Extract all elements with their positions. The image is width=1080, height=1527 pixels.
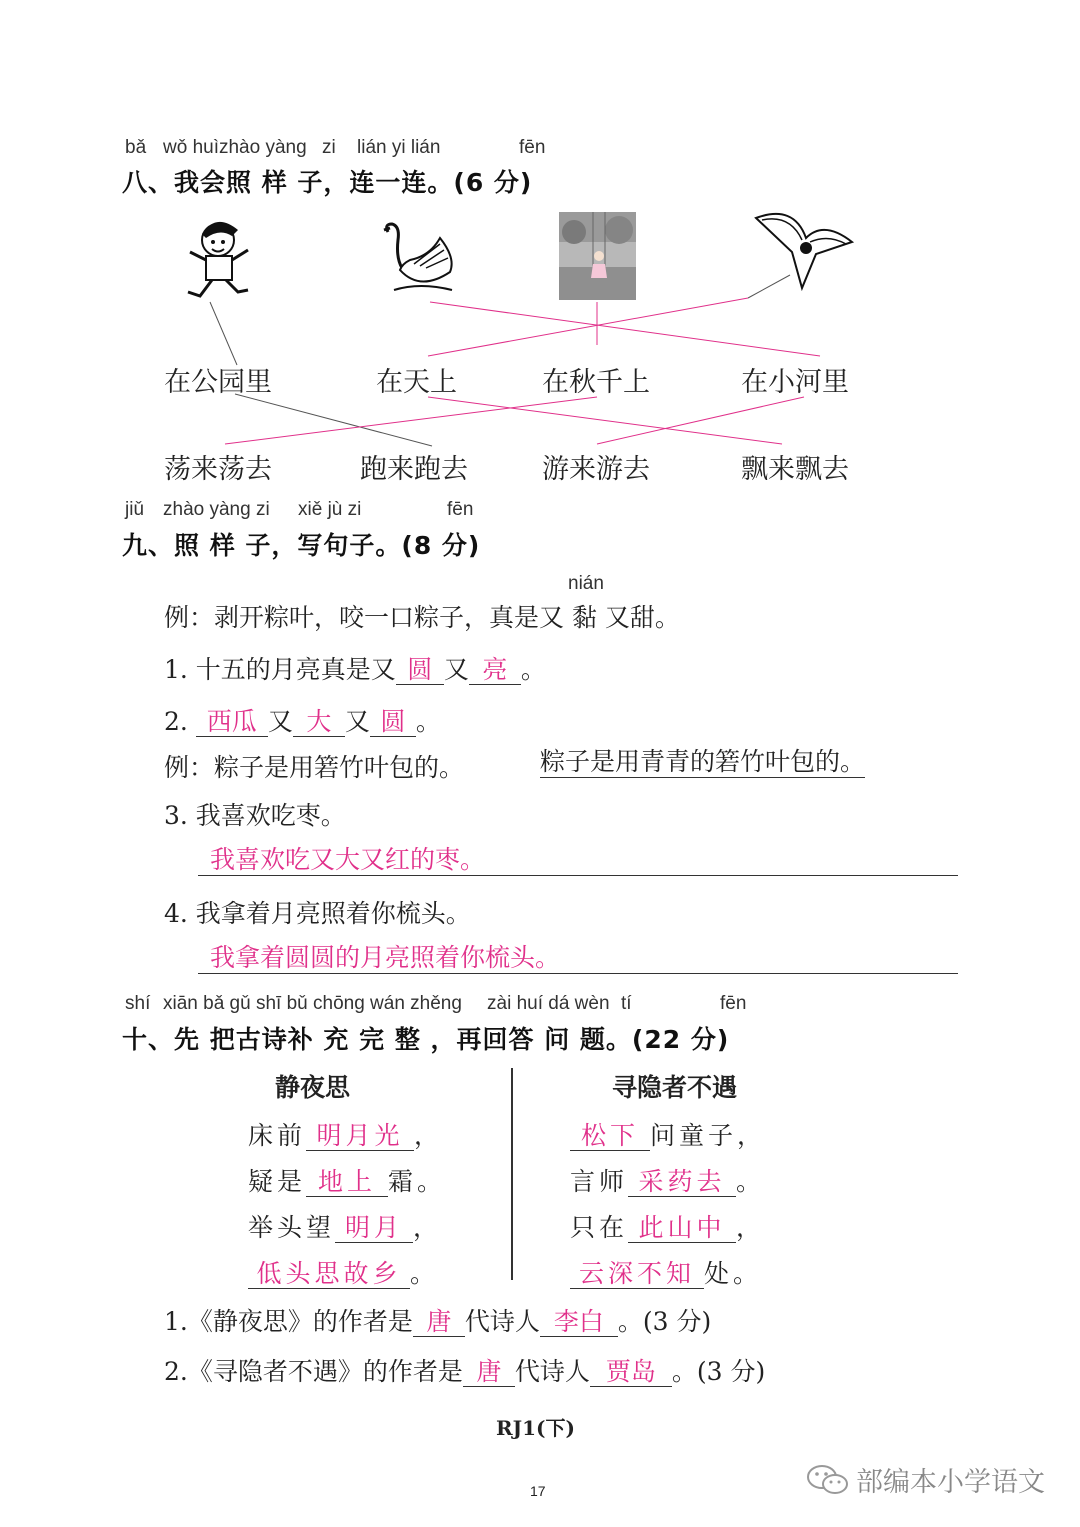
pinyin-xian-ba-gu-shi: xiān bǎ gǔ shī bǔ chōng wán zhěng [163,993,462,1014]
phrase-swinging: 荡来荡去 [164,454,272,485]
q9-2-end: 。 [415,707,441,736]
poem1-l4-answer: 低头思故乡 [248,1260,410,1289]
poem2-l2-answer: 采药去 [628,1168,736,1197]
poem2-l2-pre: 言师 [570,1167,629,1196]
pinyin-ba: bǎ [125,137,147,158]
q9-2-answer-1: 西瓜 [196,708,268,737]
poem2-line-4 [570,1254,762,1290]
question-9-2 [164,702,441,738]
pinyin-xie-ju-zi: xiě jù zi [298,499,362,520]
question-10-2 [164,1352,765,1388]
poem2-l3-answer: 此山中 [628,1214,736,1243]
pinyin-fen: fēn [519,137,546,158]
poem1-l2-pre: 疑是 [248,1167,307,1196]
poem2-l4-post: 处。 [704,1259,763,1288]
q9-1-prefix: 1. 十五的月亮真是又 [164,655,396,684]
line-sky-float [428,397,782,444]
poem1-line-2 [248,1162,446,1198]
pinyin-fen-9: fēn [447,499,474,520]
q10-1-end: 。(3 分) [617,1307,712,1336]
q9-3-answer: 我喜欢吃又大又红的枣。 [198,845,958,876]
poem2-l3-post: ， [736,1213,766,1242]
line-boy-park [210,302,237,365]
poem1-line-3 [248,1208,442,1244]
q9-1-answer-1: 圆 [396,656,444,685]
q10-2-end: 。(3 分) [671,1357,766,1386]
q10-2-mid: 代诗人 [514,1357,590,1386]
q9-2-mid-2: 又 [344,707,370,736]
example-2-left: 例：粽子是用箬竹叶包的。 [164,753,465,782]
section8-title: 八、我会照 样 子，连一连。(6 分) [122,168,533,197]
pinyin-shi: shí [125,993,151,1014]
poem-divider [511,1068,513,1280]
pinyin-nian: nián [568,573,604,594]
line-swan-river [430,302,820,356]
footer-code: RJ1(下) [496,1416,575,1440]
phrase-on-swing: 在秋千上 [542,367,650,398]
poem2-title: 寻隐者不遇 [612,1073,738,1102]
poem1-l4-post: 。 [410,1259,440,1288]
poem1-l3-post: ， [413,1213,443,1242]
pinyin-zhao-yang-zi: zhào yàng zi [163,499,270,520]
example-2-right: 粽子是用青青的箬竹叶包的。 [540,747,866,776]
phrase-in-park: 在公园里 [164,367,272,398]
wechat-icon [806,1463,850,1497]
watermark-text: 部编本小学语文 [856,1467,1045,1498]
poem1-line-4 [248,1254,439,1290]
question-9-4: 4. 我拿着月亮照着你梳头。 [164,899,471,928]
poem1-l3-pre: 举头望 [248,1213,336,1242]
question-10-1 [164,1302,711,1338]
pinyin-lian-yi-lian: lián yi lián [357,137,441,158]
phrase-running: 跑来跑去 [360,454,468,485]
page-number: 17 [530,1483,546,1499]
poem2-line-2 [570,1162,765,1198]
poem1-line-1 [248,1116,443,1152]
q9-1-end: 。 [520,655,546,684]
line-park-run [235,394,432,446]
poem1-l2-post: 霜。 [388,1167,447,1196]
pinyin-wo-hui-zhao-yang: wǒ huìzhào yàng [163,137,307,158]
poem1-l3-answer: 明月 [335,1214,413,1243]
line-swing-swing [225,397,597,444]
poem2-l1-post: 问童子， [650,1121,767,1150]
poem2-l1-answer: 松下 [570,1122,650,1151]
q10-1-pre: 1.《静夜思》的作者是 [164,1307,413,1336]
poem1-l1-post: ， [414,1121,444,1150]
line-kite-string [748,275,790,298]
q9-2-prefix: 2. [164,707,188,736]
q9-1-answer-2: 亮 [469,656,521,685]
pinyin-jiu: jiǔ [125,499,145,520]
pinyin-zi: zi [322,137,336,158]
poem2-l4-answer: 云深不知 [570,1260,704,1289]
poem2-line-1 [570,1116,766,1152]
poem1-l2-answer: 地上 [306,1168,388,1197]
q9-4-answer: 我拿着圆圆的月亮照着你梳头。 [198,943,958,974]
line-kite-sky [428,298,748,356]
q10-2-answer-2: 贾岛 [590,1358,672,1387]
q9-2-mid-1: 又 [267,707,293,736]
example-1: 例：剥开粽叶，咬一口粽子，真是又 黏 又甜。 [164,603,680,632]
poem2-l2-post: 。 [736,1167,766,1196]
poem1-title: 静夜思 [275,1073,351,1102]
q9-2-answer-2: 大 [293,708,345,737]
matching-lines [0,0,1080,500]
pinyin-ti: tí [621,993,632,1014]
q10-1-mid: 代诗人 [464,1307,540,1336]
section9-title: 九、照 样 子，写句子。(8 分) [122,531,481,560]
line-river-swim [597,397,804,444]
phrase-in-sky: 在天上 [376,367,457,398]
phrase-in-river: 在小河里 [741,367,849,398]
question-9-1 [164,650,546,686]
q10-2-answer-1: 唐 [463,1358,515,1387]
phrase-swimming: 游来游去 [542,454,650,485]
q10-1-answer-2: 李白 [540,1308,618,1337]
pinyin-zai-hui-da-wen: zài huí dá wèn [487,993,610,1014]
q9-2-answer-3: 圆 [370,708,416,737]
watermark [806,1460,1045,1499]
poem2-line-3 [570,1208,765,1244]
q9-1-mid: 又 [443,655,469,684]
q10-1-answer-1: 唐 [413,1308,465,1337]
question-9-3: 3. 我喜欢吃枣。 [164,801,346,830]
section10-title: 十、先 把古诗补 充 完 整 ，再回答 问 题。(22 分) [122,1025,730,1054]
q10-2-pre: 2.《寻隐者不遇》的作者是 [164,1357,463,1386]
poem2-l3-pre: 只在 [570,1213,629,1242]
poem1-l1-answer: 明月光 [306,1122,414,1151]
poem1-l1-pre: 床前 [248,1121,307,1150]
pinyin-fen-10: fēn [720,993,747,1014]
phrase-floating: 飘来飘去 [741,454,849,485]
